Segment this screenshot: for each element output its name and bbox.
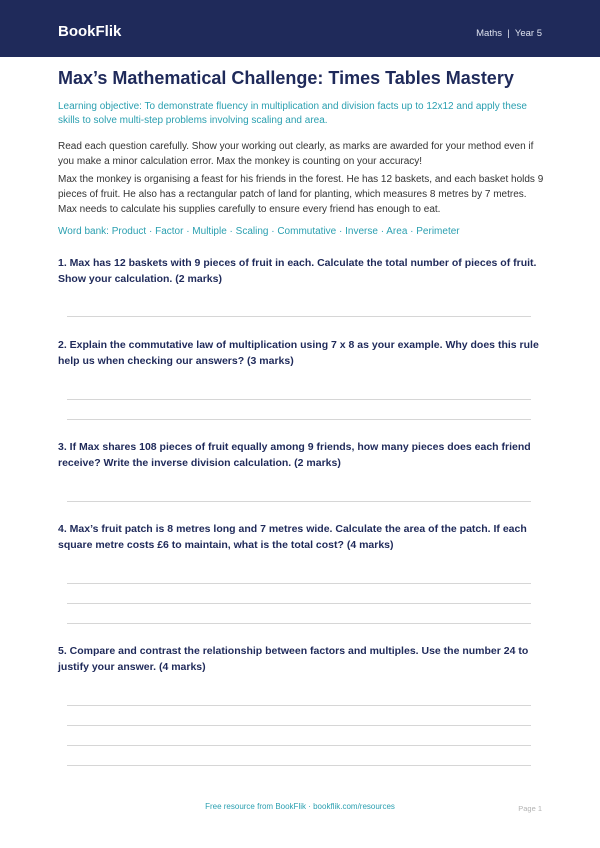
question-1: 1. Max has 12 baskets with 9 pieces of fruit in each. Calculate the total number of pieces of fruit. Show your calculation. (2 marks) [58, 257, 537, 285]
page-number: Page 1 [518, 804, 542, 813]
brand-logo: BookFlik [58, 23, 122, 40]
answer-line[interactable] [67, 745, 531, 746]
page-title: Max’s Mathematical Challenge: Times Tables Mastery [58, 68, 514, 88]
answer-line[interactable] [67, 705, 531, 706]
answer-line[interactable] [67, 316, 531, 317]
answer-line[interactable] [67, 623, 531, 624]
answer-line[interactable] [67, 399, 531, 400]
answer-line[interactable] [67, 765, 531, 766]
question-5: 5. Compare and contrast the relationship between factors and multiples. Use the number 24 to justify your answer. (4 marks) [58, 645, 529, 673]
answer-line[interactable] [67, 603, 531, 604]
question-2: 2. Explain the commutative law of multiplication using 7 x 8 as your example. Why does this rule help us when checking our answers? (3 marks) [58, 339, 539, 367]
answer-line[interactable] [67, 725, 531, 726]
answer-line[interactable] [67, 501, 531, 502]
year-label: Year 5 [514, 28, 542, 39]
answer-line[interactable] [67, 419, 531, 420]
question-3: 3. If Max shares 108 pieces of fruit equally among 9 friends, how many pieces does each friend receive? Write the inverse division calculation. (2 marks) [58, 441, 531, 469]
scenario-paragraph: Max the monkey is organising a feast for his friends in the forest. He has 12 baskets, and each basket holds 9 pieces of fruit. He also has a rectangular patch of land for planting, which measures 8 metres by 7 metres. Max needs to calculate his supplies carefully to ensure every friend has enough to eat. [58, 174, 544, 215]
header-bar [0, 0, 600, 57]
learning-objective: Learning objective: To demonstrate fluency in multiplication and division facts up to 12x12 and apply these skills to solve multi-step problems involving scaling and area. [58, 101, 527, 126]
word-bank: Word bank: Product · Factor · Multiple · Scaling · Commutative · Inverse · Area · Perimeter [58, 226, 460, 237]
footer-credit: Free resource from BookFlik · bookflik.com/resources [205, 802, 395, 811]
separator: | [507, 28, 510, 39]
subject-label: Maths [476, 28, 503, 39]
question-4: 4. Max’s fruit patch is 8 metres long and 7 metres wide. Calculate the area of the patch. If each square metre costs £6 to maintain, what is the total cost? (4 marks) [58, 523, 527, 551]
answer-line[interactable] [67, 583, 531, 584]
subject-year-label [476, 28, 542, 40]
instructions-paragraph: Read each question carefully. Show your working out clearly, as marks are awarded for your method even if you make a minor calculation error. Max the monkey is counting on your accuracy! [58, 141, 534, 167]
